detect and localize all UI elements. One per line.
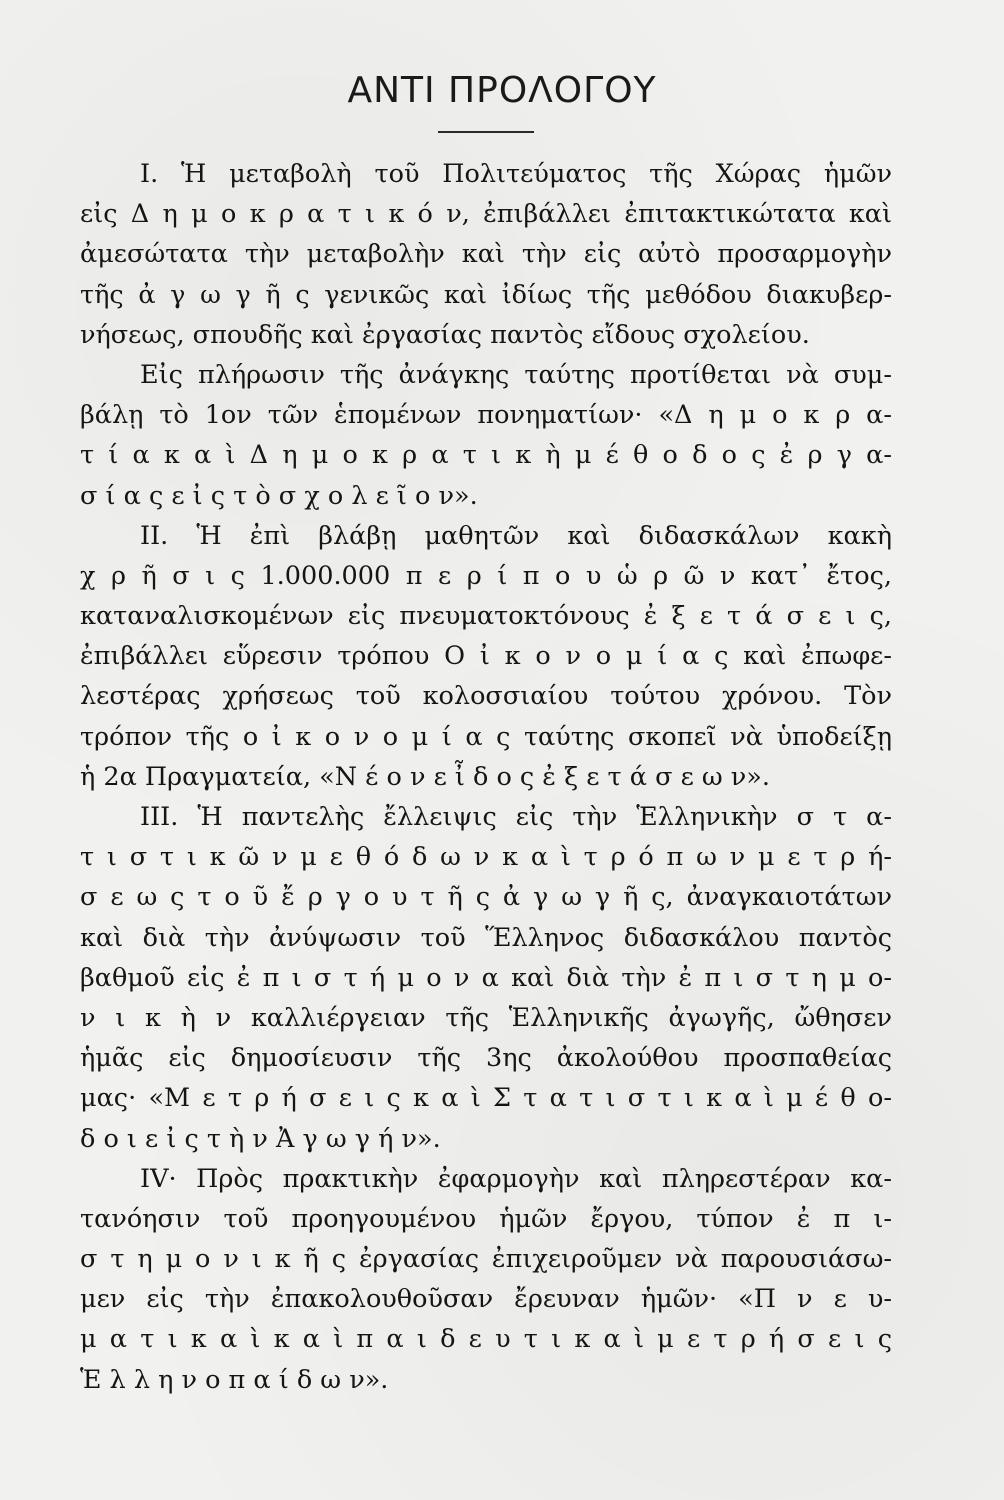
text-line: καὶ διὰ τὴν ἀνύψωσιν τοῦ Ἕλληνος διδασκάλου παντὸς <box>80 922 892 953</box>
text-line: νήσεως, σπουδῆς καὶ ἐργασίας παντὸς εἴδους σχολείου. <box>80 319 810 350</box>
text-line: I. Ἡ μεταβολὴ τοῦ Πολιτεύματος τῆς Χώρας ἡμῶν <box>140 159 892 189</box>
text-line: τανόησιν τοῦ προηγουμένου ἡμῶν ἔργου, τύπον ἐ π ι- <box>80 1203 892 1234</box>
text-line: βάλῃ τὸ 1ον τῶν ἑπομένων πονηματίων· «Δ η μ ο κ ρ α- <box>80 400 892 431</box>
text-line: ἐπιβάλλει εὕρεσιν τρόπου Ο ἰ κ ο ν ο μ ί α ς καὶ ἐπωφε- <box>80 641 892 672</box>
preface-body <box>80 154 892 1400</box>
text-line: τ ί α κ α ὶ Δ η μ ο κ ρ α τ ι κ ὴ μ έ θ ο δ ο ς ἐ ρ γ α- <box>80 440 892 471</box>
text-line: ν ι κ ὴ ν καλλιέργειαν τῆς Ἑλληνικῆς ἀγωγῆς, ὤθησεν <box>80 1002 892 1033</box>
text-line: μεν εἰς τὴν ἐπακολουθοῦσαν ἔρευναν ἡμῶν· «Π ν ε υ- <box>80 1284 892 1315</box>
text-line: λεστέρας χρήσεως τοῦ κολοσσιαίου τούτου χρόνου. Τὸν <box>80 681 892 712</box>
text-line: IV· Πρὸς πρακτικὴν ἐφαρμογὴν καὶ πληρεστέραν κα- <box>140 1163 892 1194</box>
text-line: μ α τ ι κ α ὶ κ α ὶ π α ι δ ε υ τ ι κ α ὶ μ ε τ ρ ή σ ε ι ς <box>80 1324 892 1355</box>
text-line: Ἑ λ λ η ν ο π α ί δ ω ν». <box>80 1364 389 1395</box>
text-line: ἡμᾶς εἰς δημοσίευσιν τῆς 3ης ἀκολούθου προσπαθείας <box>80 1043 892 1074</box>
text-line: καταναλισκομένων εἰς πνευματοκτόνους ἐ ξ ε τ ά σ ε ι ς, <box>80 601 892 632</box>
text-line: III. Ἡ παντελὴς ἔλλειψις εἰς τὴν Ἑλληνικὴν σ τ α- <box>140 802 892 832</box>
text-line: τῆς ἀ γ ω γ ῆ ς γενικῶς καὶ ἰδίως τῆς μεθόδου διακυβερ- <box>80 279 892 310</box>
text-line: σ ε ω ς τ ο ῦ ἔ ρ γ ο υ τ ῆ ς ἀ γ ω γ ῆ ς, ἀναγκαιοτάτων <box>80 882 892 913</box>
text-line: δ ο ι ε ἰ ς τ ὴ ν Ἀ γ ω γ ή ν». <box>80 1123 441 1154</box>
text-line: II. Ἡ ἐπὶ βλάβῃ μαθητῶν καὶ διδασκάλων κακὴ <box>140 520 892 551</box>
text-line: χ ρ ῆ σ ι ς 1.000.000 π ε ρ ί π ο υ ὡ ρ ῶ ν κατ᾽ ἔτος, <box>80 560 892 591</box>
text-line: σ τ η μ ο ν ι κ ῆ ς ἐργασίας ἐπιχειροῦμεν νὰ παρουσιάσω- <box>80 1244 892 1275</box>
text-line: μας· «Μ ε τ ρ ή σ ε ι ς κ α ὶ Σ τ α τ ι σ τ ι κ α ὶ μ έ θ ο- <box>80 1083 892 1114</box>
page-title: ΑΝΤΙ ΠΡΟΛΟΓΟΥ <box>347 70 657 111</box>
text-line: Εἰς πλήρωσιν τῆς ἀνάγκης ταύτης προτίθεται νὰ συμ- <box>140 359 892 390</box>
text-line: σ ί α ς ε ἰ ς τ ὸ σ χ ο λ ε ῖ ο ν». <box>80 480 478 511</box>
text-line: εἰς Δ η μ ο κ ρ α τ ι κ ό ν, ἐπιβάλλει ἐπιτακτικώτατα καὶ <box>80 199 892 230</box>
text-line: τ ι σ τ ι κ ῶ ν μ ε θ ό δ ω ν κ α ὶ τ ρ ό π ω ν μ ε τ ρ ή- <box>80 842 892 873</box>
text-line: τρόπον τῆς ο ἰ κ ο ν ο μ ί α ς ταύτης σκοπεῖ νὰ ὑποδείξῃ <box>80 721 892 752</box>
text-line: ἡ 2α Πραγματεία, «Ν έ ο ν ε ἶ δ ο ς ἐ ξ ε τ ά σ ε ω ν». <box>80 761 771 792</box>
text-line: βαθμοῦ εἰς ἐ π ι σ τ ή μ ο ν α καὶ διὰ τὴν ἐ π ι σ τ η μ ο- <box>80 962 892 993</box>
title-divider <box>438 131 534 133</box>
text-line: ἀμεσώτατα τὴν μεταβολὴν καὶ τὴν εἰς αὐτὸ προσαρμογὴν <box>80 239 892 270</box>
